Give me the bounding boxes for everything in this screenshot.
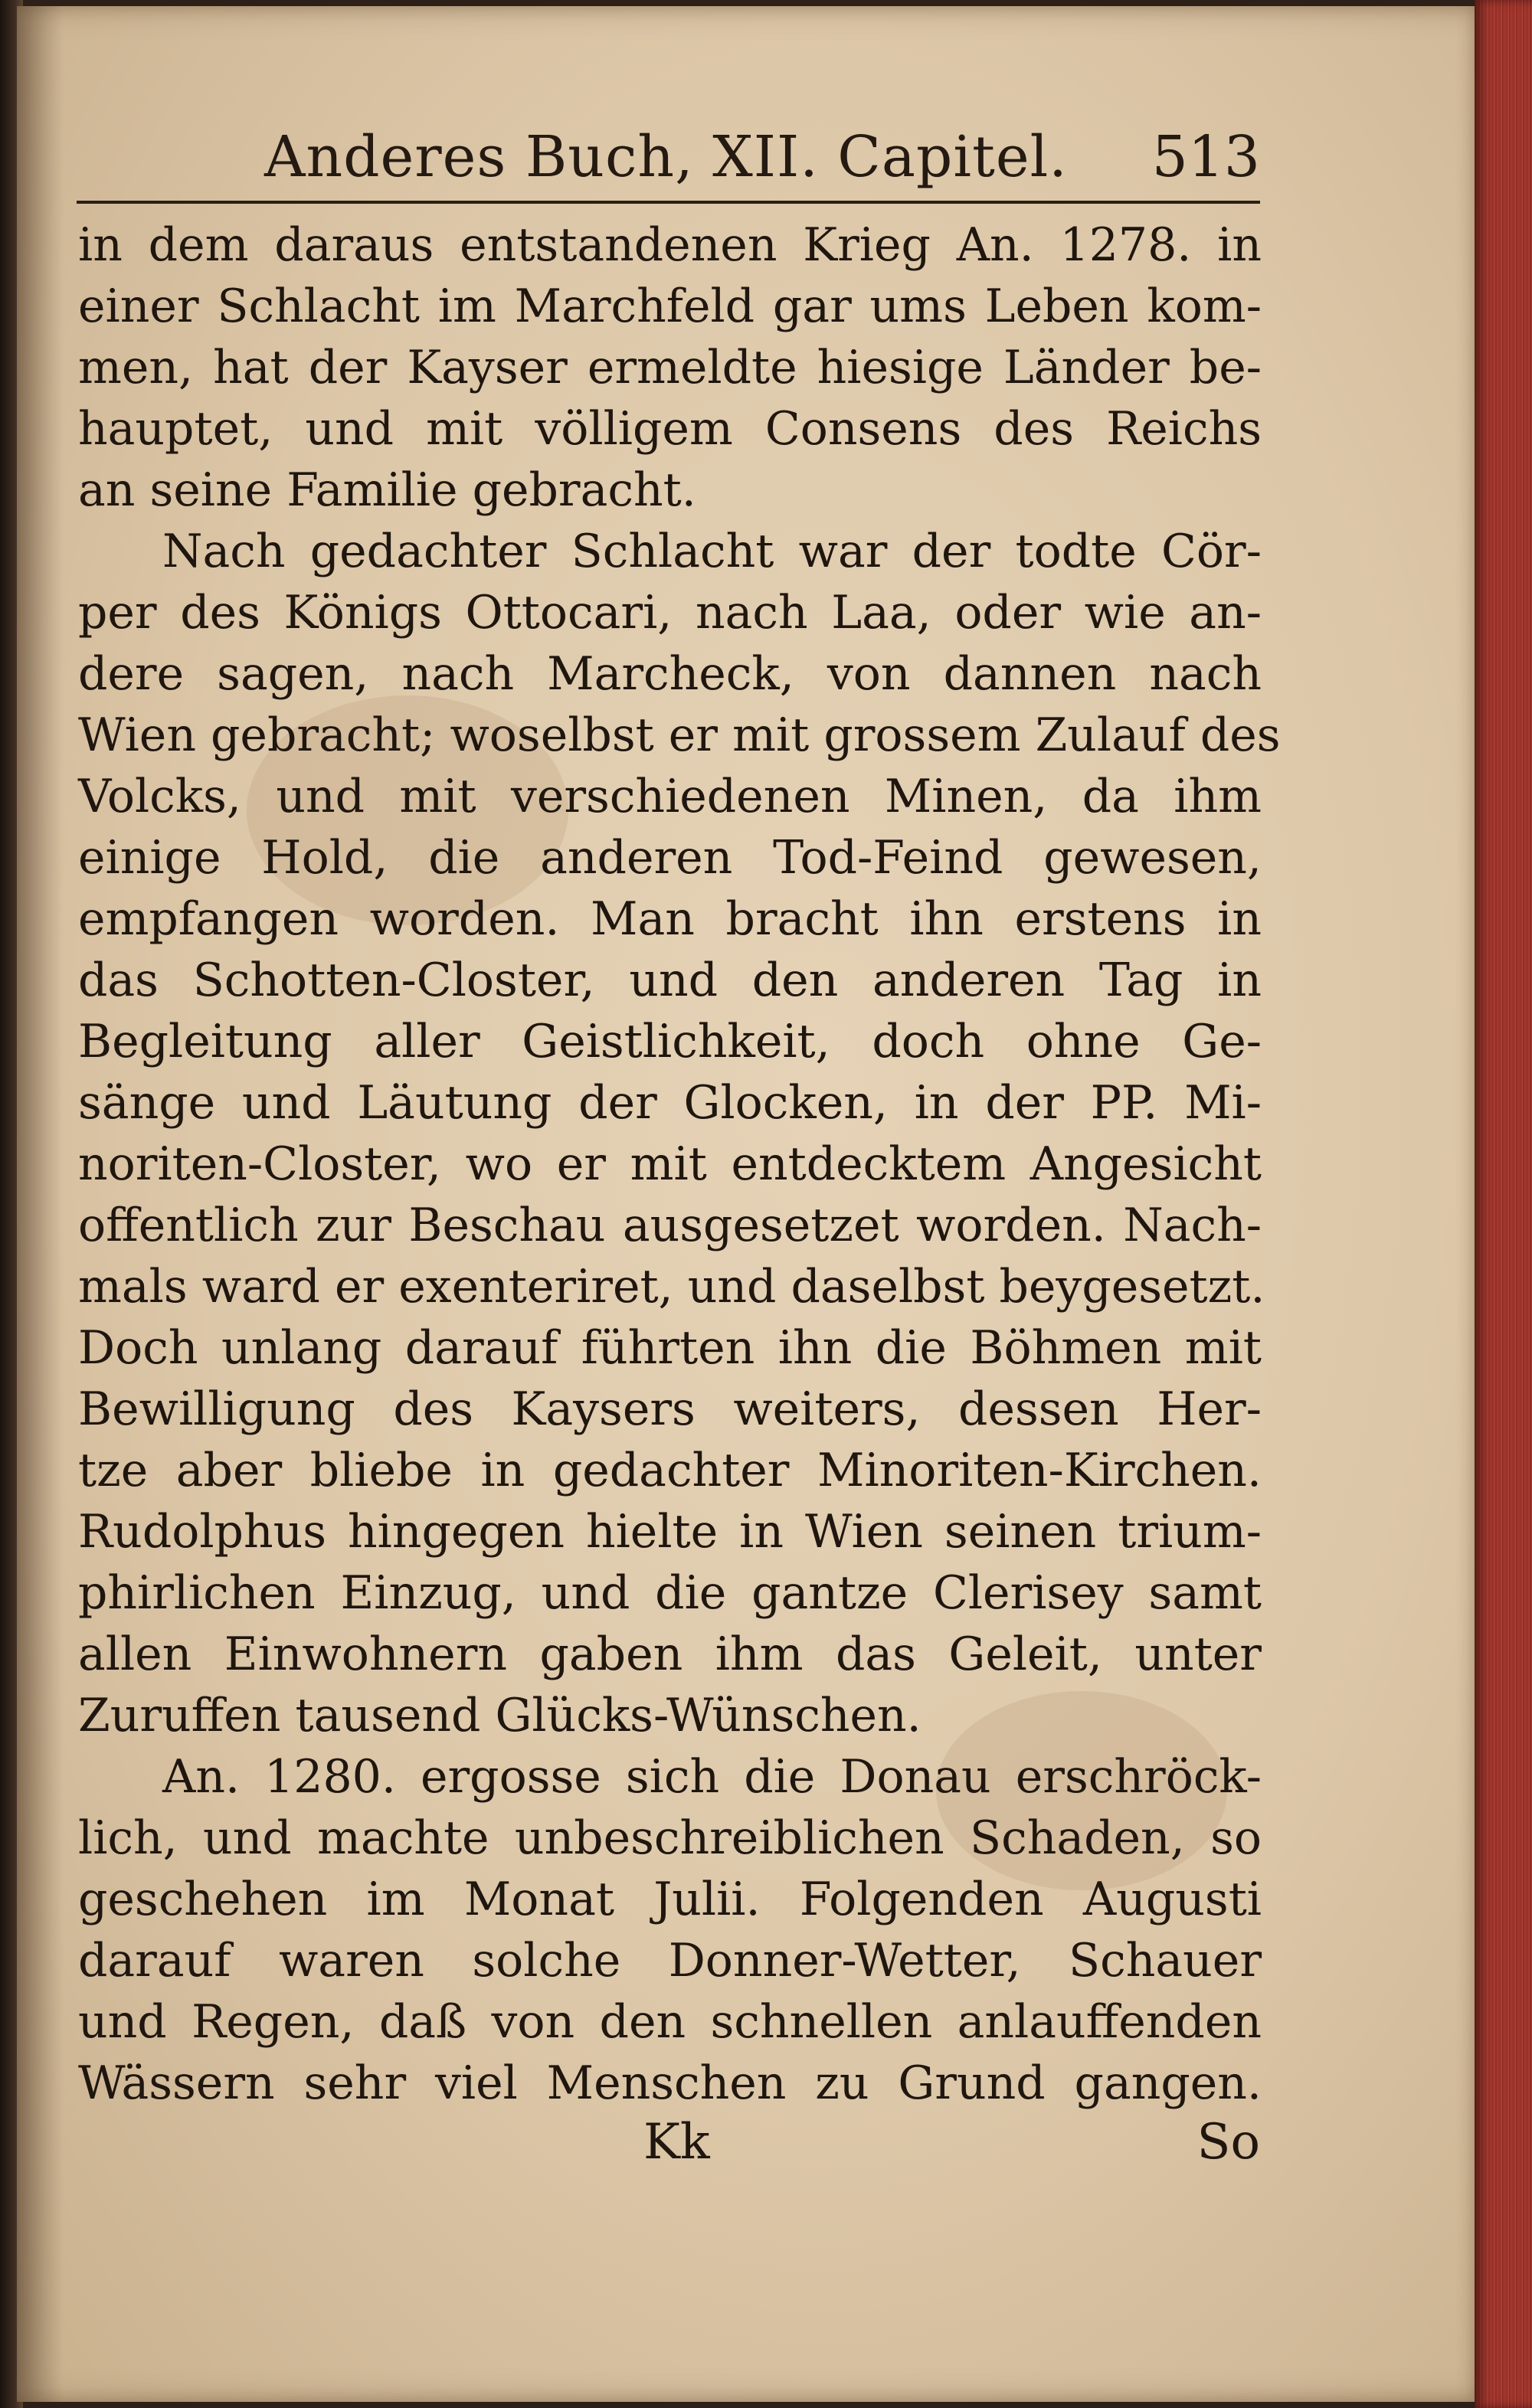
header-rule	[77, 201, 1260, 204]
body-text	[78, 214, 1281, 2114]
text-line: offentlich zur Beschau ausgesetzet worden. Nach-	[78, 1199, 1262, 1252]
text-line: empfangen worden. Man bracht ihn erstens in	[78, 892, 1262, 946]
catchword: So	[1196, 2114, 1260, 2171]
text-line: Wässern sehr viel Menschen zu Grund gangen.	[78, 2056, 1262, 2110]
signature-mark: Kk	[643, 2114, 710, 2171]
red-page-edges	[1475, 0, 1532, 2408]
text-line: an seine Familie gebracht.	[78, 463, 696, 517]
running-title: Anderes Buch, XII. Capitel.	[264, 124, 1068, 190]
text-line: Begleitung aller Geistlichkeit, doch ohne Ge-	[78, 1015, 1262, 1068]
text-line: noriten-Closter, wo er mit entdecktem Angesicht	[78, 1137, 1262, 1191]
text-line: Volcks, und mit verschiedenen Minen, da ihm	[78, 770, 1262, 823]
text-line: dere sagen, nach Marcheck, von dannen nach	[78, 647, 1262, 701]
text-line: das Schotten-Closter, und den anderen Tag in	[78, 954, 1262, 1007]
text-line: Wien gebracht; woselbst er mit grossem Zulauf des	[78, 708, 1281, 762]
text-line: allen Einwohnern gaben ihm das Geleit, unter	[78, 1628, 1262, 1681]
paragraph-start-line: An. 1280. ergosse sich die Donau erschröck-	[162, 1750, 1262, 1804]
text-line: Zuruffen tausend Glücks-Wünschen.	[78, 1689, 921, 1742]
text-line: hauptet, und mit völligem Consens des Reichs	[78, 402, 1262, 456]
page-footer	[77, 2114, 1260, 2190]
text-line: und Regen, daß von den schnellen anlauffenden	[78, 1995, 1262, 2049]
text-line: men, hat der Kayser ermeldte hiesige Länder be-	[78, 341, 1262, 394]
text-line: phirlichen Einzug, und die gantze Clerisey samt	[78, 1566, 1262, 1620]
text-line: Doch unlang darauf führten ihn die Böhmen mit	[78, 1321, 1262, 1375]
text-line: einer Schlacht im Marchfeld gar ums Leben kom-	[78, 280, 1262, 333]
text-line: geschehen im Monat Julii. Folgenden Augusti	[78, 1873, 1262, 1926]
text-line: sänge und Läutung der Glocken, in der PP. Mi-	[78, 1076, 1262, 1130]
text-line: darauf waren solche Donner-Wetter, Schauer	[78, 1934, 1262, 1988]
page-number: 513	[1151, 124, 1260, 190]
text-line: einige Hold, die anderen Tod-Feind gewesen,	[78, 831, 1262, 885]
text-line: Rudolphus hingegen hielte in Wien seinen trium-	[78, 1505, 1262, 1559]
text-line: in dem daraus entstandenen Krieg An. 1278. in	[78, 218, 1262, 272]
text-line: lich, und machte unbeschreiblichen Schaden, so	[78, 1811, 1262, 1865]
running-head	[77, 115, 1260, 199]
page-fold-shadow	[17, 6, 63, 2402]
text-line: Bewilligung des Kaysers weiters, dessen Her-	[78, 1382, 1262, 1436]
text-line: mals ward er exenteriret, und daselbst beygesetzt.	[78, 1260, 1265, 1314]
text-line: per des Königs Ottocari, nach Laa, oder wie an-	[78, 586, 1262, 640]
paragraph-start-line: Nach gedachter Schlacht war der todte Cör-	[162, 525, 1262, 578]
text-line: tze aber bliebe in gedachter Minoriten-Kirchen.	[78, 1444, 1262, 1497]
